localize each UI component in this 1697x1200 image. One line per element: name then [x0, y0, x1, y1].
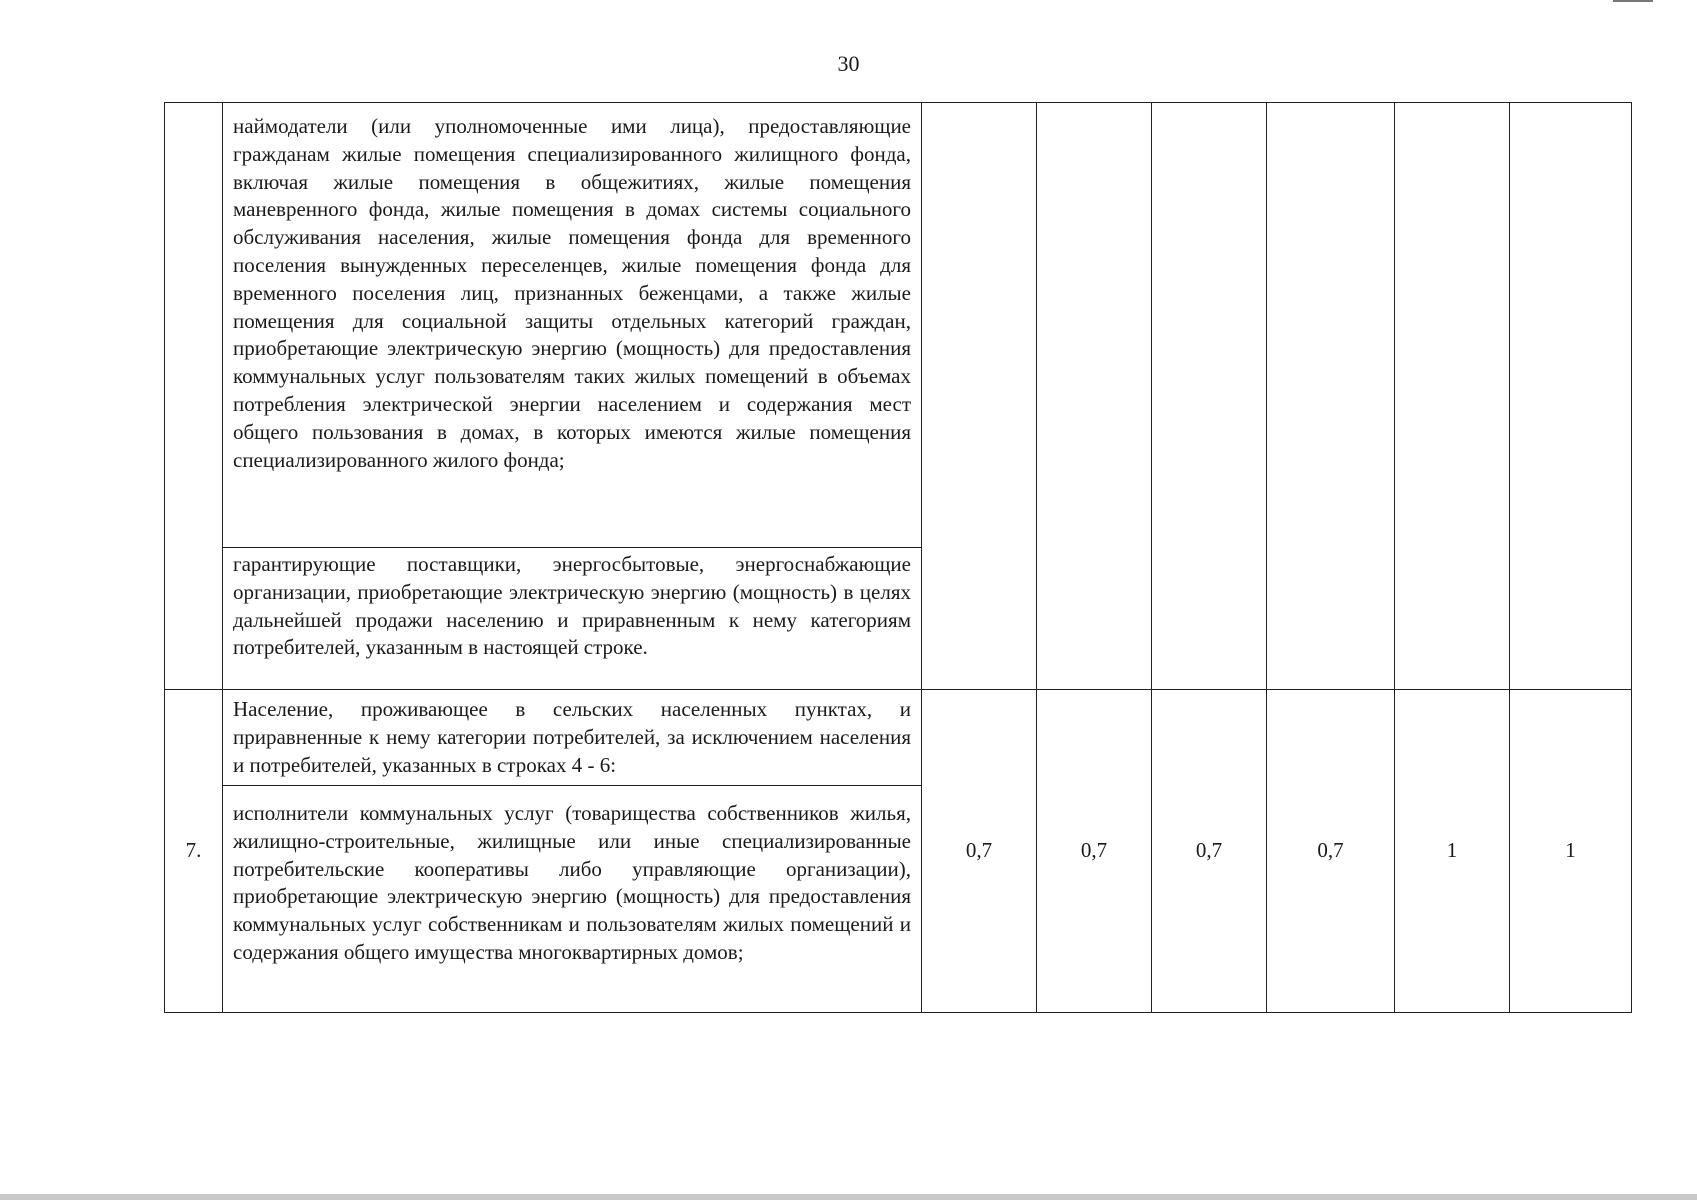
row-number-cell: 7.: [165, 690, 223, 1013]
consumer-category-text: наймодатели (или уполномоченные ими лица), предоставляющие гражданам жилые помещения специализированного жилищного фонда, включая жилые помещения в общежитиях, жилые помещения маневренного фонда, жилые помещения в домах системы социального обслуживания населения, жилые помещения фонда для временного поселения вынужденных переселенцев, жилые помещения фонда для временного поселения лиц, признанных беженцами, а также жилые помещения для социальной защиты отдельных категорий граждан, приобретающие электрическую энергию (мощность) для предоставления коммунальных услуг пользователям таких жилых помещений в объемах потребления электрической энергии населением и содержания мест общего пользования в домах, в которых имеются жилые помещения специализированного жилого фонда;: [223, 103, 922, 548]
coefficient-cell: [1395, 103, 1510, 690]
scan-bottom-edge: [0, 1194, 1697, 1200]
table-row: [165, 103, 1632, 548]
coefficient-cell: [1510, 103, 1632, 690]
coefficient-cell: 1: [1395, 690, 1510, 1013]
row-number-cell: [165, 103, 223, 690]
coefficient-cell: [1152, 103, 1267, 690]
coefficient-cell: 1: [1510, 690, 1632, 1013]
page-number: 30: [837, 51, 860, 76]
coefficient-cell: [1037, 103, 1152, 690]
consumer-category-text: исполнители коммунальных услуг (товарищества собственников жилья, жилищно-строительные, жилищные или иные специализированные потребительские кооперативы либо управляющие организации), приобретающие электрическую энергию (мощность) для предоставления коммунальных услуг собственникам и пользователям жилых помещений и содержания общего имущества многоквартирных домов;: [223, 786, 922, 1013]
scan-corner-mark: [1613, 0, 1653, 2]
coefficient-cell: 0,7: [1037, 690, 1152, 1013]
table-row: [165, 690, 1632, 786]
coefficient-cell: 0,7: [1152, 690, 1267, 1013]
tariff-coefficients-table: [164, 102, 1632, 1013]
coefficient-cell: [1267, 103, 1395, 690]
coefficient-cell: [922, 103, 1037, 690]
coefficient-cell: 0,7: [922, 690, 1037, 1013]
consumer-category-text: Население, проживающее в сельских населенных пунктах, и приравненные к нему категории потребителей, за исключением населения и потребителей, указанных в строках 4 - 6:: [223, 690, 922, 786]
consumer-category-text: гарантирующие поставщики, энергосбытовые, энергоснабжающие организации, приобретающие электрическую энергию (мощность) в целях дальнейшей продажи населению и приравненным к нему категориям потребителей, указанным в настоящей строке.: [223, 548, 922, 690]
coefficient-cell: 0,7: [1267, 690, 1395, 1013]
